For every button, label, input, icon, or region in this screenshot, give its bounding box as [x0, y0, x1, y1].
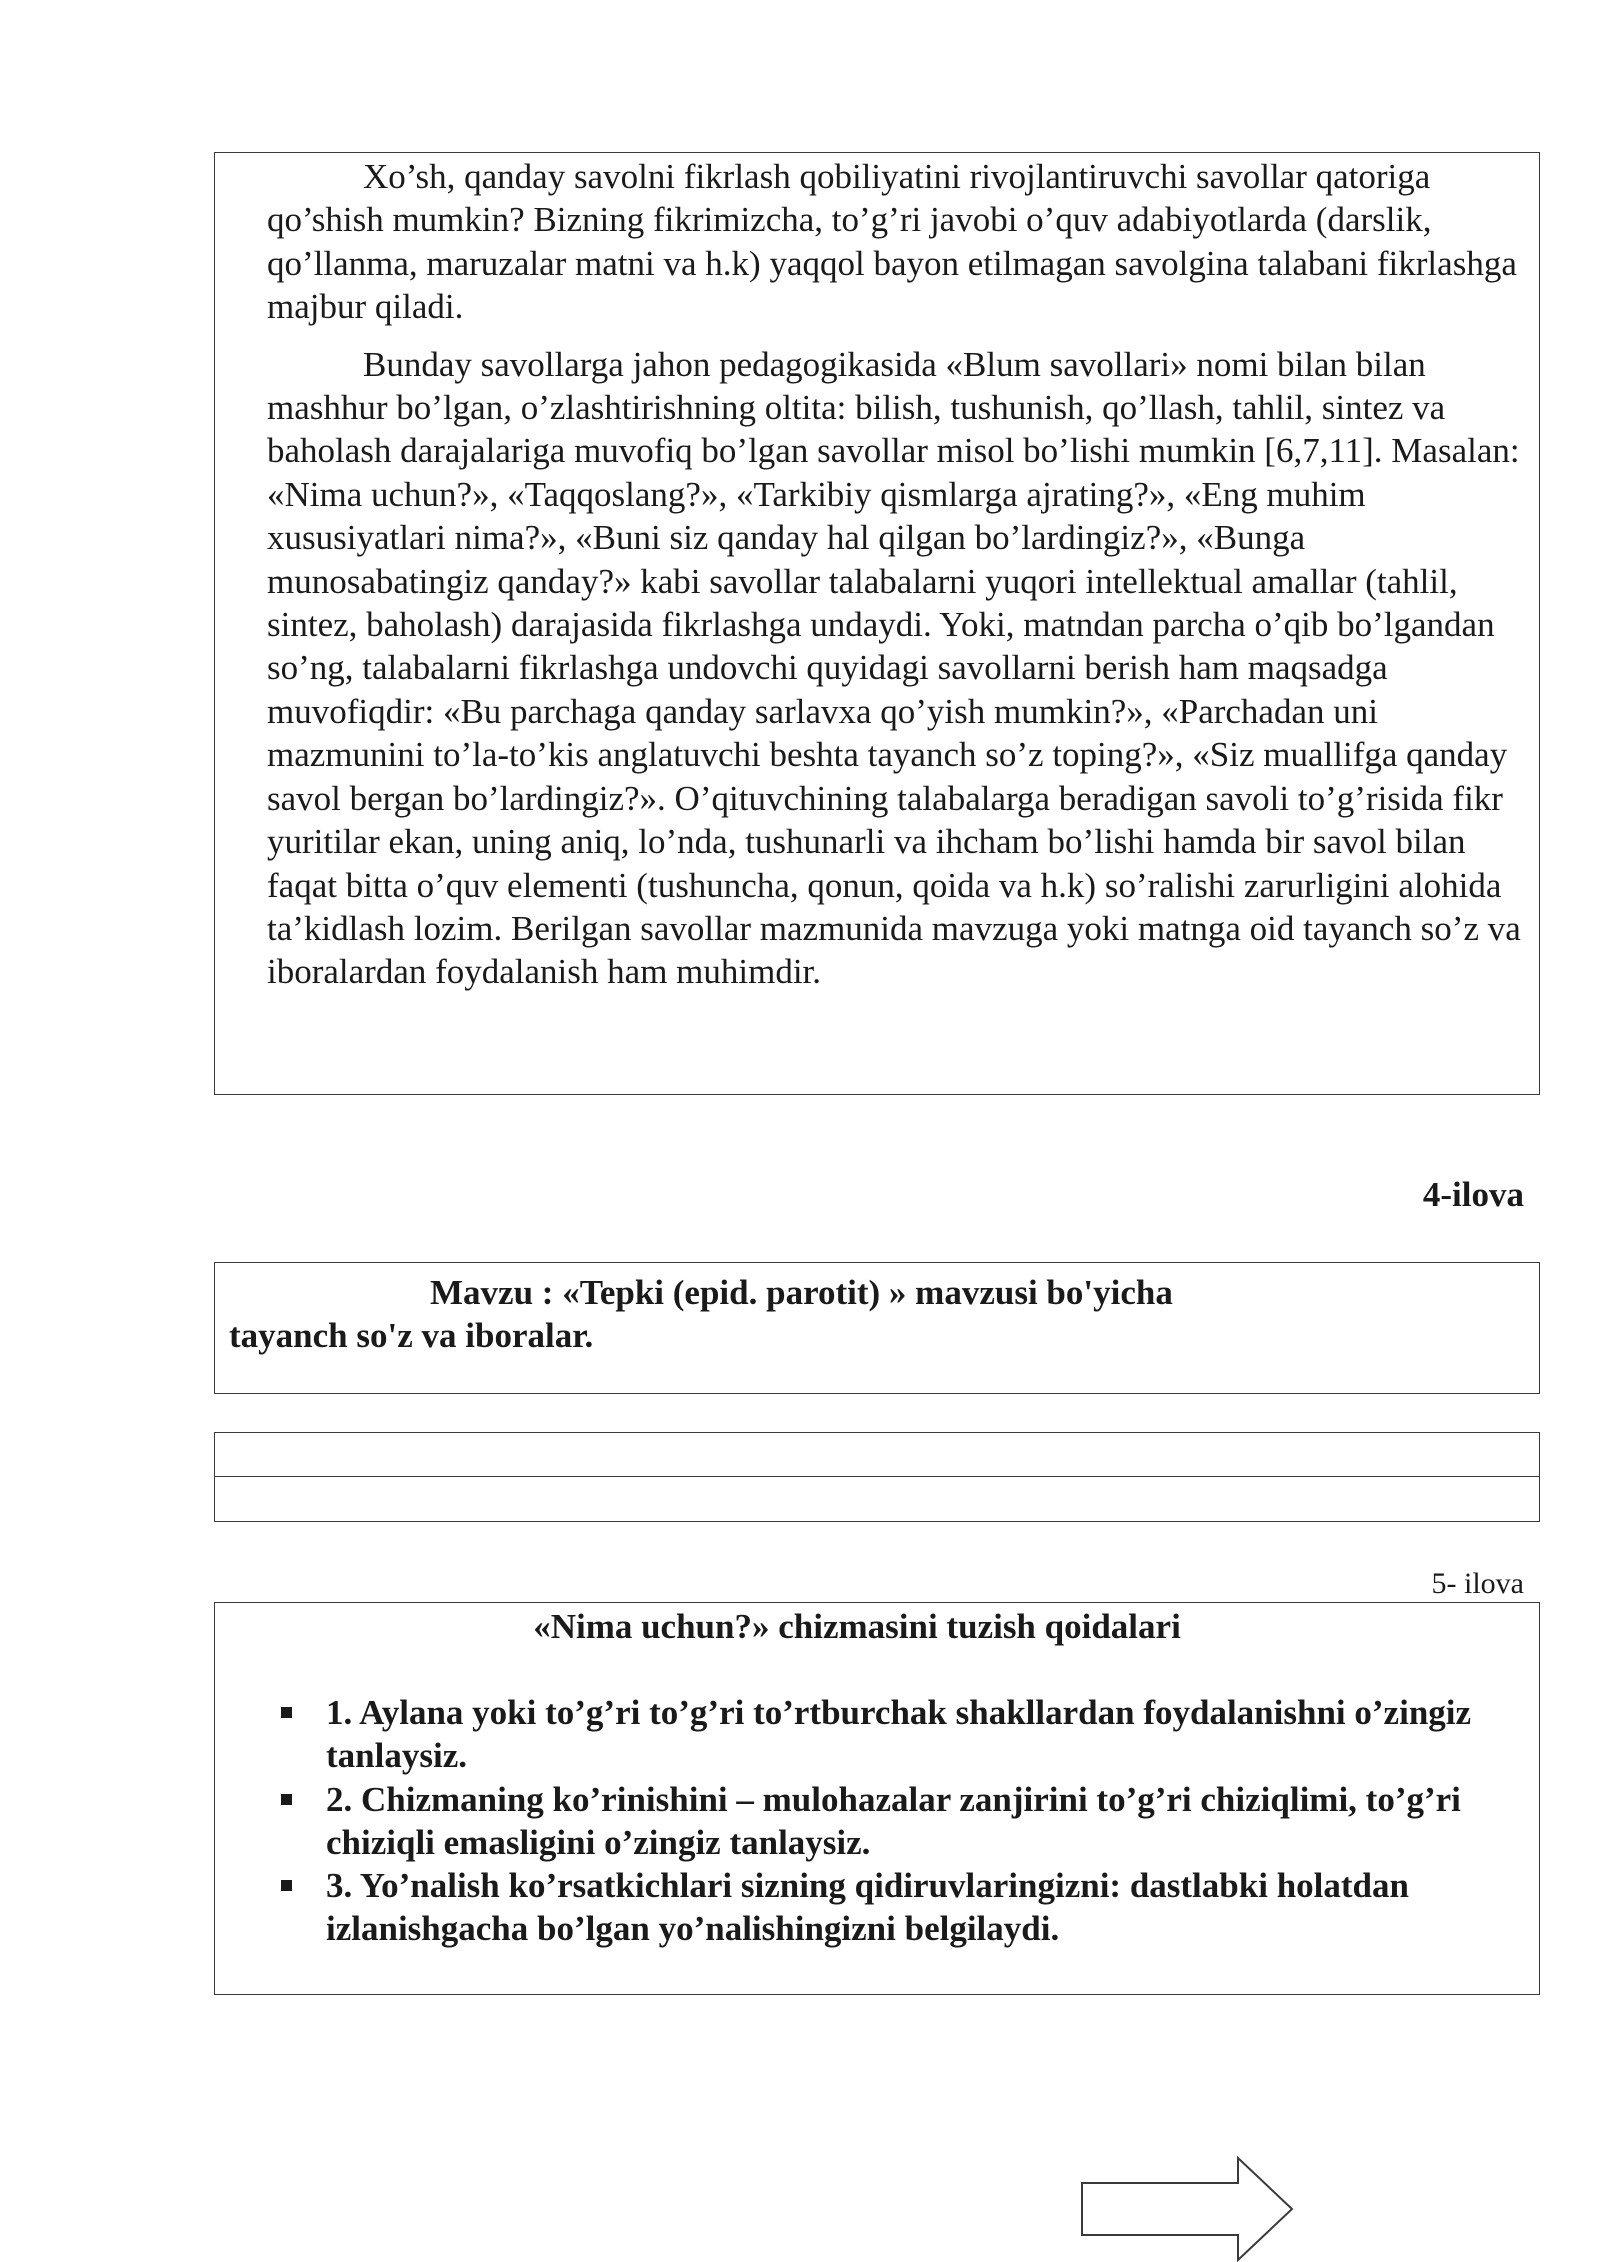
- list-item: [215, 1778, 1539, 1865]
- paragraph: Bunday savollarga jahon pedagogikasida «Blum savollari» nomi bilan bilan mashhur bo’lgan, o’zlashtirishning oltita: bilish, tushunish, qo’llash, tahlil, sintez va baholash darajalariga muvofiq bo’lgan savollar misol bo’lishi mumkin [6,7,11]. Masalan: «Nima uchun?», «Taqqoslang?», «Tarkibiy qismlarga ajrating?», «Eng muhim xususiyatlari nima?», «Buni siz qanday hal qilgan bo’lardingiz?», «Bunga munosabatingiz qanday?» kabi savollar talabalarni yuqori intellektual amallar (tahlil, sintez, baholash) darajasida fikrlashga undaydi. Yoki, matndan parcha o’qib bo’lgandan so’ng, talabalarni fikrlashga undovchi quyidagi savollarni berish ham maqsadga muvofiqdir: «Bu parchaga qanday sarlavxa qo’yish mumkin?», «Parchadan uni mazmunini to’la-to’kis anglatuvchi beshta tayanch so’z toping?», «Siz muallifga qanday savol bergan bo’lardingiz?». O’qituvchining talabalarga beradigan savoli to’g’risida fikr yuritilar ekan, uning aniq, lo’nda, tushunarli va ihcham bo’lishi hamda bir savol bilan faqat bitta o’quv elementi (tushuncha, qonun, qoida va h.k) so’ralishi zarurligini alohida ta’kidlash lozim. Berilgan savollar mazmunida mavzuga yoki matnga oid tayanch so’z va iboralardan foydalanish ham muhimdir.: [267, 344, 1521, 992]
- topic-title-line2: tayanch so'z va iboralar.: [229, 1316, 594, 1355]
- text-box: [214, 152, 1540, 1095]
- paragraph: Xo’sh, qanday savolni fikrlash qobiliyatini rivojlantiruvchi savollar qatoriga qo’shish mumkin? Bizning fikrimizcha, to’g’ri javobi o’quv adabiyotlarda (darslik, qo’llanma, maruzalar matni va h.k) yaqqol bayon etilmagan savolgina talabani fikrlashga majbur qiladi.: [267, 157, 1517, 327]
- square-bullet-icon: [281, 1880, 292, 1891]
- square-bullet-icon: [281, 1707, 292, 1718]
- appendix-4-label: 4-ilova: [1422, 1175, 1524, 1214]
- rules-box: [214, 1602, 1540, 1995]
- list-item: [215, 1691, 1539, 1778]
- square-bullet-icon: [281, 1794, 292, 1805]
- rules-title: «Nima uchun?» chizmasini tuzish qoidalari: [533, 1607, 1181, 1646]
- empty-table: [214, 1432, 1540, 1522]
- appendix-5-label: 5- ilova: [1431, 1567, 1524, 1600]
- list-item: [215, 1864, 1539, 1951]
- topic-title-line1: Mavzu : «Tepki (epid. parotit) » mavzusi bo'yicha: [430, 1273, 1173, 1312]
- rule-text: 2. Chizmaning ko’rinishini – mulohazalar zanjirini to’g’ri chiziqlimi, to’g’ri chiziqli emasligini o’zingiz tanlaysiz.: [326, 1779, 1461, 1862]
- rule-text: 3. Yo’nalish ko’rsatkichlari sizning qidiruvlaringizni: dastlabki holatdan izlanishgacha bo’lgan yo’nalishingizni belgilaydi.: [326, 1866, 1409, 1949]
- topic-box: [214, 1262, 1540, 1394]
- rules-list: [215, 1691, 1539, 1951]
- table-divider: [215, 1476, 1539, 1477]
- right-arrow-icon: [1068, 2156, 1294, 2262]
- rule-text: 1. Aylana yoki to’g’ri to’g’ri to’rtburchak shakllardan foydalanishni o’zingiz tanlaysiz.: [326, 1693, 1472, 1776]
